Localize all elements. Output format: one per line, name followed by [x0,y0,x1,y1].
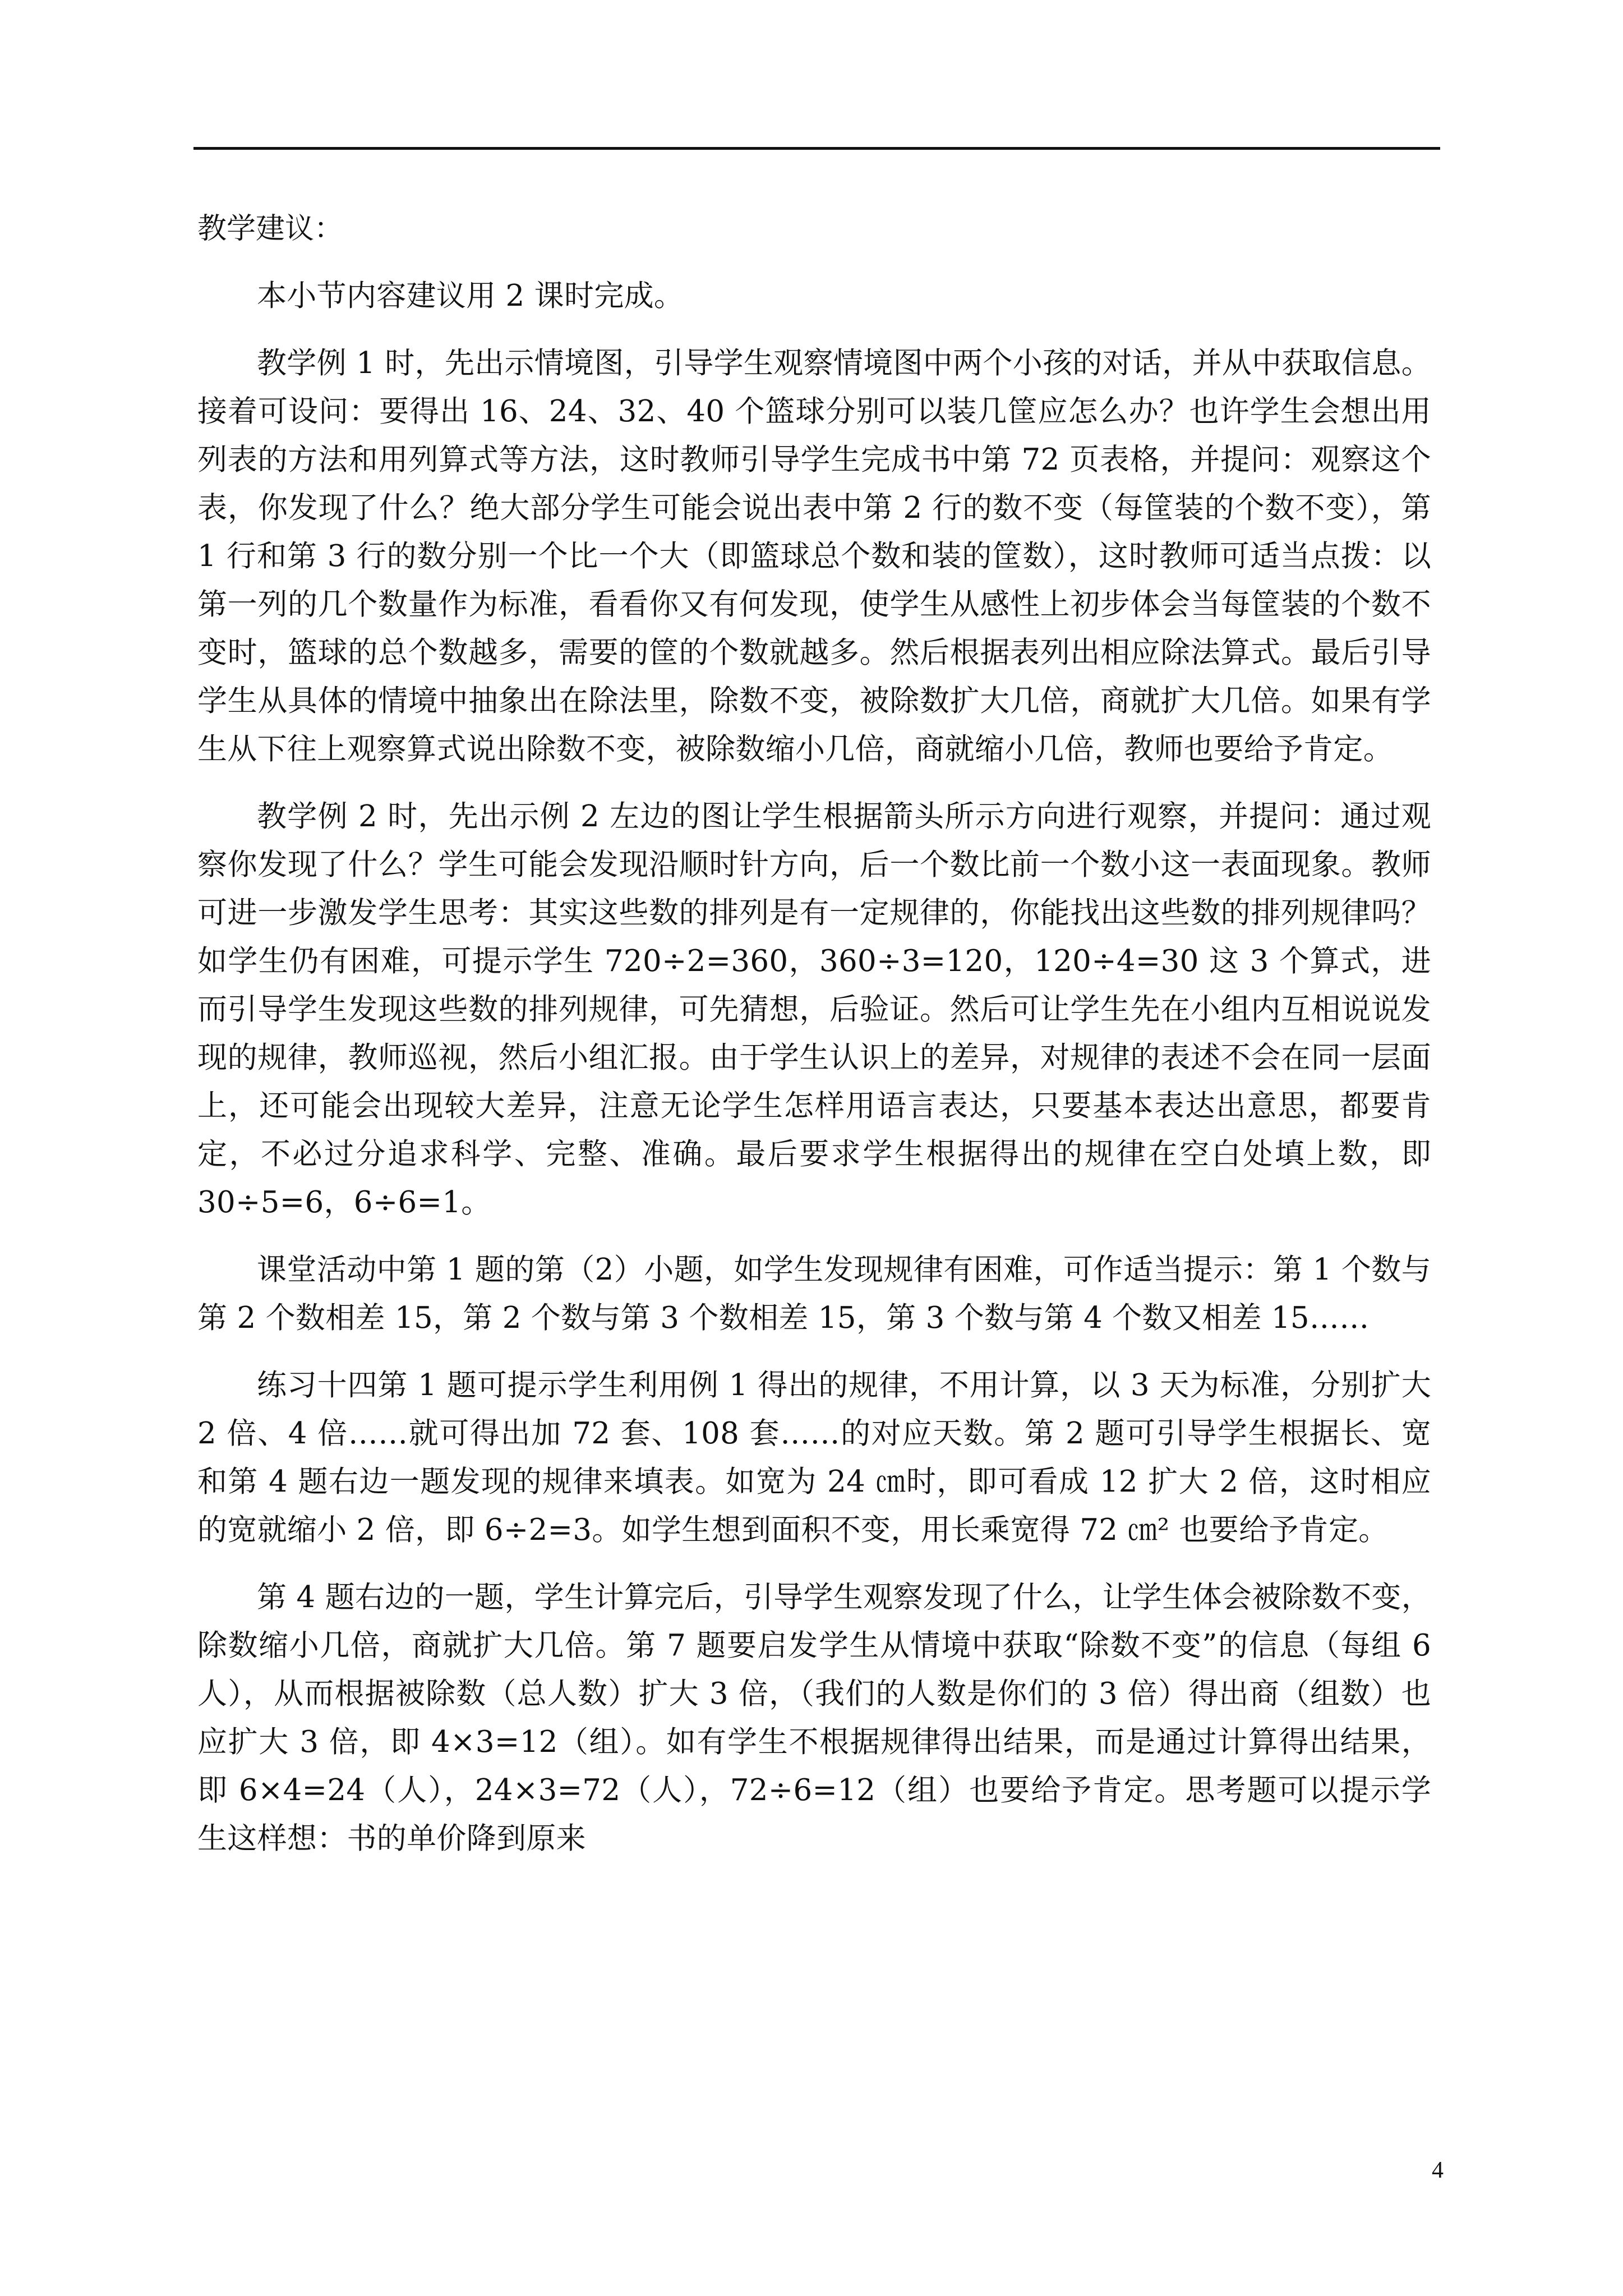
paragraph-lesson-hours: 本小节内容建议用 2 课时完成。 [257,279,684,313]
header-rule [193,147,1440,150]
paragraph-example-1: 教学例 1 时，先出示情境图，引导学生观察情境图中两个小孩的对话，并从中获取信息。接着可设问：要得出 16、24、32、40 个篮球分别可以装几筐应怎么办？也许学生会想出用列表的方法和用列算式等方法，这时教师引导学生完成书中第 72 页表格，并提问：观察这个表，你发现了什么？绝大部分学生可能会说出表中第 2 行的数不变（每筐装的个数不变），第 1 行和第 3 行的数分别一个比一个大（即篮球总个数和装的筐数），这时教师可适当点拨：以第一列的几个数量作为标准，看看你又有何发现，使学生从感性上初步体会当每筐装的个数不变时，篮球的总个数越多，需要的筐的个数就越多。然后根据表列出相应除法算式。最后引导学生从具体的情境中抽象出在除法里，除数不变，被除数扩大几倍，商就扩大几倍。如果有学生从下往上观察算式说出除数不变，被除数缩小几倍，商就缩小几倍，教师也要给予肯定。 [197,346,1431,766]
paragraph-example-2: 教学例 2 时，先出示例 2 左边的图让学生根据箭头所示方向进行观察，并提问：通过观察你发现了什么？学生可能会发现沿顺时针方向，后一个数比前一个数小这一表面现象。教师可进一步激发学生思考：其实这些数的排列是有一定规律的，你能找出这些数的排列规律吗？如学生仍有困难，可提示学生 720÷2=360，360÷3=120，120÷4=30 这 3 个算式，进而引导学生发现这些数的排列规律，可先猜想，后验证。然后可让学生先在小组内互相说说发现的规律，教师巡视，然后小组汇报。由于学生认识上的差异，对规律的表述不会在同一层面上，还可能会出现较大差异，注意无论学生怎样用语言表达，只要基本表达出意思，都要肯定，不必过分追求科学、完整、准确。最后要求学生根据得出的规律在空白处填上数，即 30÷5=6，6÷6=1。 [197,799,1431,1220]
page-number: 4 [1432,2157,1444,2183]
document-body [197,205,1431,1863]
paragraph-class-activity: 课堂活动中第 1 题的第（2）小题，如学生发现规律有困难，可作适当提示：第 1 个数与第 2 个数相差 15，第 2 个数与第 3 个数相差 15，第 3 个数与第 4 个数又相差 15…… [197,1253,1431,1335]
paragraph-exercise-14: 练习十四第 1 题可提示学生利用例 1 得出的规律，不用计算，以 3 天为标准，分别扩大 2 倍、4 倍……就可得出加 72 套、108 套……的对应天数。第 2 题可引导学生根据长、宽和第 4 题右边一题发现的规律来填表。如宽为 24 ㎝时，即可看成 12 扩大 2 倍，这时相应的宽就缩小 2 倍，即 6÷2=3。如学生想到面积不变，用长乘宽得 72 ㎝² 也要给予肯定。 [197,1368,1431,1547]
paragraph-question-4-7: 第 4 题右边的一题，学生计算完后，引导学生观察发现了什么，让学生体会被除数不变，除数缩小几倍，商就扩大几倍。第 7 题要启发学生从情境中获取“除数不变”的信息（每组 6 人），从而根据被除数（总人数）扩大 3 倍，（我们的人数是你们的 3 倍）得出商（组数）也应扩大 3 倍，即 4×3=12（组）。如有学生不根据规律得出结果，而是通过计算得出结果，即 6×4=24（人），24×3=72（人），72÷6=12（组）也要给予肯定。思考题可以提示学生这样想：书的单价降到原来 [197,1580,1431,1856]
section-heading: 教学建议： [197,212,344,246]
